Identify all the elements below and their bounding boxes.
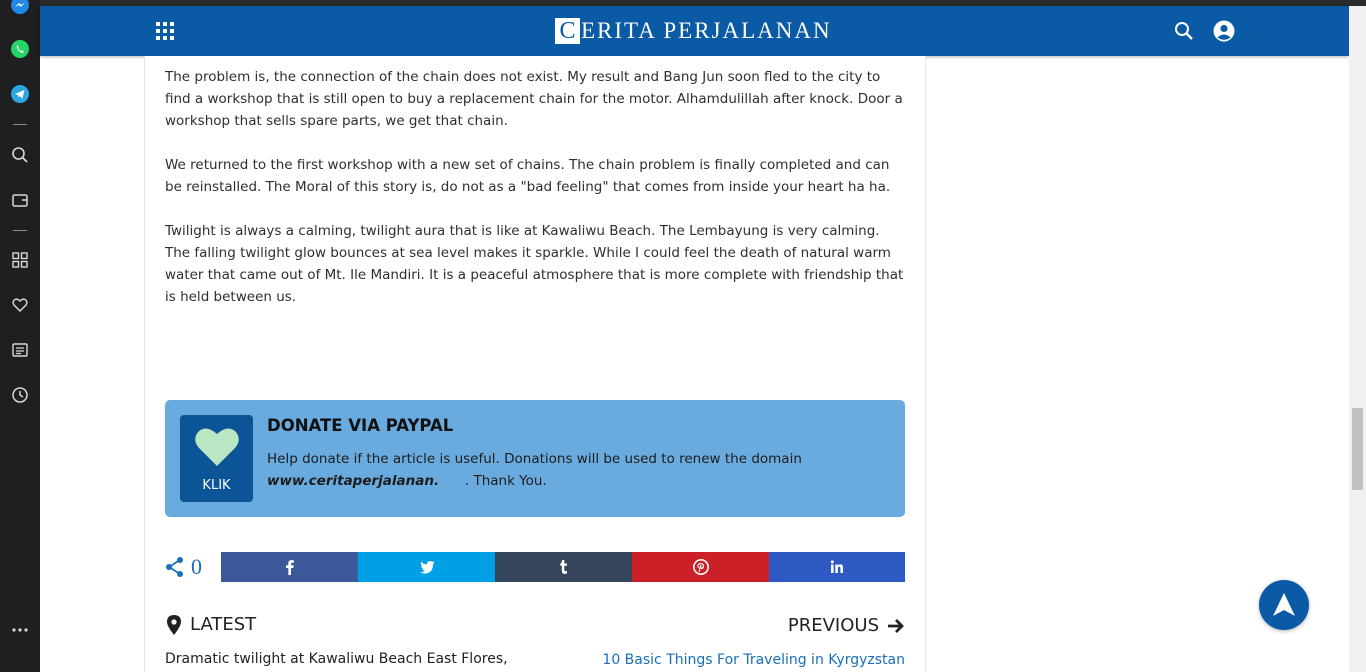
wallet-icon[interactable] — [9, 189, 31, 211]
pinterest-icon — [693, 559, 709, 575]
apps-icon[interactable] — [9, 249, 31, 271]
latest-article-link[interactable]: Dramatic twilight at Kawaliwu Beach East Flores, — [165, 651, 508, 667]
history-icon[interactable] — [9, 384, 31, 406]
messenger-icon[interactable] — [9, 0, 31, 16]
share-twitter-button[interactable] — [358, 552, 495, 582]
scrollbar-thumb[interactable] — [1352, 408, 1363, 490]
search-icon[interactable] — [9, 144, 31, 166]
arrow-right-icon — [887, 617, 905, 635]
article-paragraph: The problem is, the connection of the chain does not exist. My result and Bang Jun soon fled to the city to find a workshop that is still open to buy a replacement chain for the motor. Alhamdulillah after knock. Door a workshop that sells spare parts, we get that chain. — [165, 69, 903, 129]
logo-initial: C — [555, 18, 580, 44]
linkedin-icon — [829, 559, 845, 575]
share-count-number: 0 — [191, 554, 202, 579]
klik-label: KLIK — [202, 478, 231, 493]
latest-label: LATEST — [190, 614, 257, 635]
heart-icon[interactable] — [9, 294, 31, 316]
arrow-up-icon — [1272, 592, 1296, 618]
donate-klik-button[interactable] — [180, 415, 253, 502]
previous-label: PREVIOUS — [787, 615, 879, 636]
donate-text: Help donate if the article is useful. Donations will be used to renew the domain — [267, 451, 802, 467]
telegram-icon[interactable] — [9, 83, 31, 105]
account-icon[interactable] — [1213, 20, 1235, 42]
article-paragraph: We returned to the first workshop with a new set of chains. The chain problem is finally completed and can be reinstalled. The Moral of this story is, do not as a "bad feeling" that comes from inside your heart ha ha. — [165, 157, 891, 195]
page-scrollbar[interactable] — [1349, 6, 1366, 672]
share-pinterest-button[interactable] — [632, 552, 769, 582]
previous-heading[interactable] — [788, 615, 905, 636]
heart-icon — [194, 425, 240, 467]
share-icon — [165, 556, 185, 578]
share-facebook-button[interactable] — [221, 552, 358, 582]
news-icon[interactable] — [9, 339, 31, 361]
tumblr-icon — [556, 559, 572, 575]
menu-grid-icon[interactable] — [156, 22, 174, 40]
search-icon[interactable] — [1174, 21, 1194, 41]
article-column — [144, 56, 926, 672]
share-tumblr-button[interactable] — [495, 552, 632, 582]
donate-thanks: . Thank You. — [464, 473, 547, 489]
donate-domain: www.ceritaperjalanan. — [267, 473, 440, 489]
donate-box — [165, 400, 905, 517]
article-paragraph: Twilight is always a calming, twilight aura that is like at Kawaliwu Beach. The Lembayung is very calming. The falling twilight glow bounces at sea level makes it sparkle. While I could feel the death of natural warm water that came out of Mt. Ile Mandiri. It is a peaceful atmosphere that is more complete with friendship that is held between us. — [165, 223, 904, 305]
donate-message — [267, 448, 867, 492]
site-header — [40, 6, 1349, 56]
more-icon[interactable] — [9, 619, 31, 641]
back-to-top-button[interactable] — [1259, 580, 1309, 630]
facebook-icon — [282, 559, 298, 575]
map-pin-icon — [167, 615, 181, 635]
site-logo[interactable] — [555, 17, 832, 45]
previous-article-link[interactable]: 10 Basic Things For Traveling in Kyrgyzstan — [602, 652, 905, 668]
whatsapp-icon[interactable] — [9, 38, 31, 60]
logo-text: ERITA PERJALANAN — [581, 18, 832, 43]
latest-heading — [167, 614, 256, 635]
share-count — [165, 552, 202, 582]
share-linkedin-button[interactable] — [769, 552, 905, 582]
twitter-icon — [419, 559, 435, 575]
browser-sidebar — [0, 0, 40, 672]
donate-title: DONATE VIA PAYPAL — [267, 416, 454, 435]
